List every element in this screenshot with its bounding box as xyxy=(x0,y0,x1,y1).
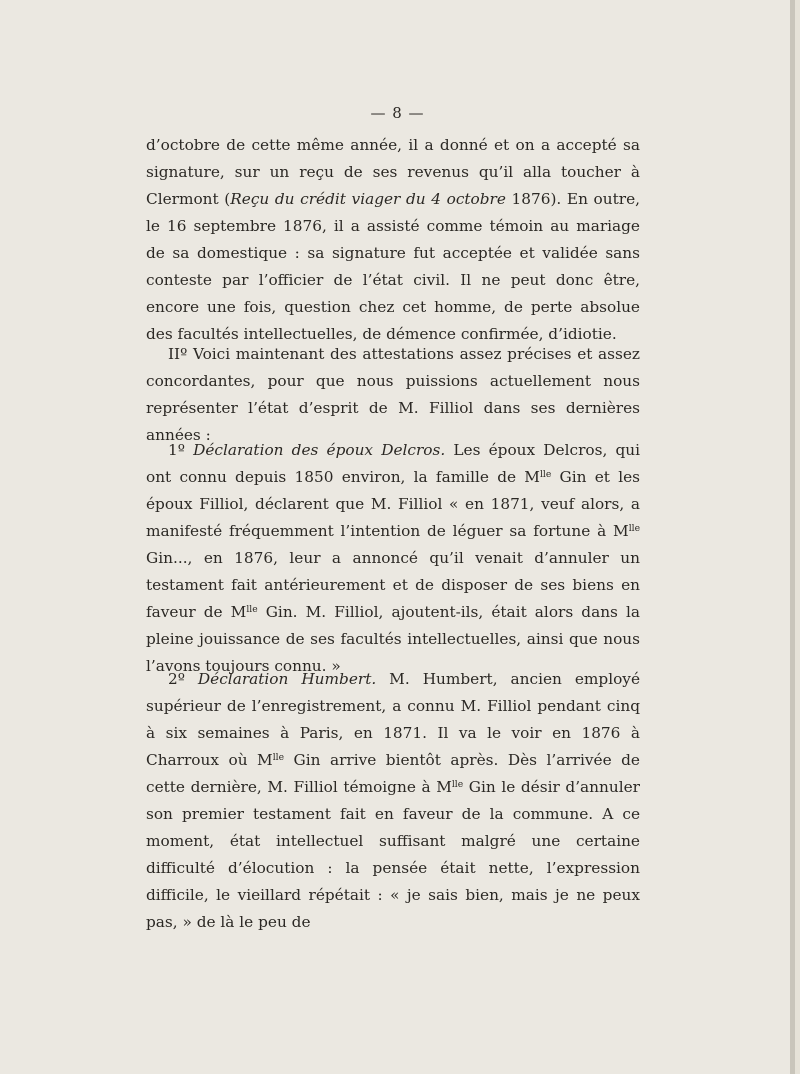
paragraph-text: IIº Voici maintenant des attestations assez précises et assez concordantes, pour que nous puissions actuellement nous représenter l’état d’esprit de M. Filliol dans ses dernières années : xyxy=(146,345,640,444)
paragraph-clermont-signature xyxy=(146,132,640,348)
italic-heading: Déclaration des époux Delcros. xyxy=(193,441,446,459)
item-number: 1º xyxy=(168,441,194,459)
superscript: lle xyxy=(539,468,552,480)
paragraph-text: Gin..., en 1876, leur a annoncé qu’il venait d’annuler un testament fait antérieurement et de disposer de ses biens en faveur de M xyxy=(146,549,640,621)
paragraph-text: 1876). En outre, le 16 septembre 1876, il a assisté comme témoin au mariage de sa domestique : sa signature fut acceptée et validée sans conteste par l’officier de l’état civil. Il ne peut donc être, encore une fois, question chez cet homme, de perte absolue des facultés intellectuelles, de démence confirmée, d’idiotie. xyxy=(146,190,640,343)
superscript: lle xyxy=(272,751,284,763)
paragraph-declaration-delcros xyxy=(146,437,640,680)
paragraph-text: Gin. M. Filliol, ajoutent-ils, était alors dans la pleine jouissance de ses facultés intellectuelles, ainsi que nous l’avons toujours connu. » xyxy=(146,603,640,675)
paragraph-text: d’octobre de cette même année, il a donné et on a accepté sa signature, sur un reçu de ses revenus qu’il alla toucher à Clermont ( xyxy=(146,136,640,208)
italic-heading: Déclaration Humbert. xyxy=(197,670,377,688)
paragraph-declaration-humbert xyxy=(146,666,640,936)
paragraph-text: Gin arrive bientôt après. Dès l’arrivée de cette dernière, M. Filliol témoigne à M xyxy=(146,751,640,796)
paragraph-text: Les époux Delcros, qui ont connu depuis 1850 environ, la famille de M xyxy=(146,441,640,486)
superscript: lle xyxy=(628,522,640,534)
superscript: lle xyxy=(451,778,464,790)
item-number: 2º xyxy=(168,670,198,688)
superscript: lle xyxy=(246,603,258,615)
paragraph-text: Gin le désir d’annuler son premier testament fait en faveur de la commune. A ce moment, état intellectuel suffisant malgré une certaine difficulté d’élocution : la pensée était nette, l’expression difficile, le vieillard répétait : « je sais bien, mais je ne peux pas, » de là le peu de xyxy=(146,778,640,931)
paragraph-text: M. Humbert, ancien employé supérieur de l’enregistrement, a connu M. Filliol pendant cinq à six semaines à Paris, en 1871. Il va le voir en 1876 à Charroux où M xyxy=(146,670,641,769)
paragraph-attestations-intro xyxy=(146,341,640,449)
paragraph-text: Gin et les époux Filliol, déclarent que M. Filliol « en 1871, veuf alors, a manifesté fréquemment l’intention de léguer sa fortune à M xyxy=(146,468,641,540)
italic-citation: Reçu du crédit viager du 4 octobre xyxy=(230,190,506,208)
page-number: — 8 — xyxy=(370,104,425,122)
